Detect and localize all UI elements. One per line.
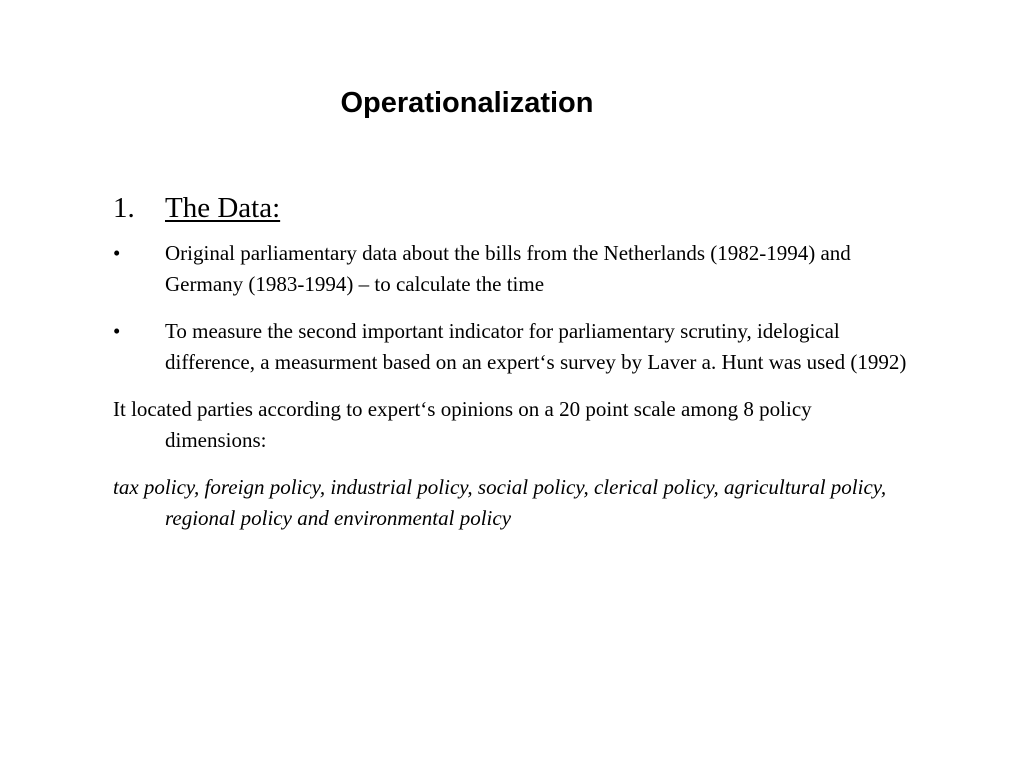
section-heading-text: The Data:	[165, 192, 281, 224]
bullet-mark: •	[113, 319, 121, 343]
bullet-mark: •	[113, 241, 121, 265]
section-number: 1.	[113, 192, 135, 224]
policy-dimensions-list: tax policy, foreign policy, industrial policy, social policy, clerical policy, agricultural policy, regional policy and environmental policy	[113, 475, 887, 530]
slide-content	[113, 188, 913, 550]
bullet-item-ideological-difference	[113, 316, 913, 378]
bullet-item-data-source	[113, 238, 913, 300]
bullet-text: Original parliamentary data about the bills from the Netherlands (1982-1994) and Germany (1983-1994) – to calculate the time	[165, 241, 851, 296]
bullet-text: To measure the second important indicator for parliamentary scrutiny, idelogical difference, a measurment based on an expert‘s survey by Laver a. Hunt was used (1992)	[165, 319, 907, 374]
section-heading	[113, 188, 913, 228]
scale-description: It located parties according to expert‘s opinions on a 20 point scale among 8 policy dimensions:	[113, 397, 812, 452]
slide-title: Operationalization	[340, 87, 594, 119]
